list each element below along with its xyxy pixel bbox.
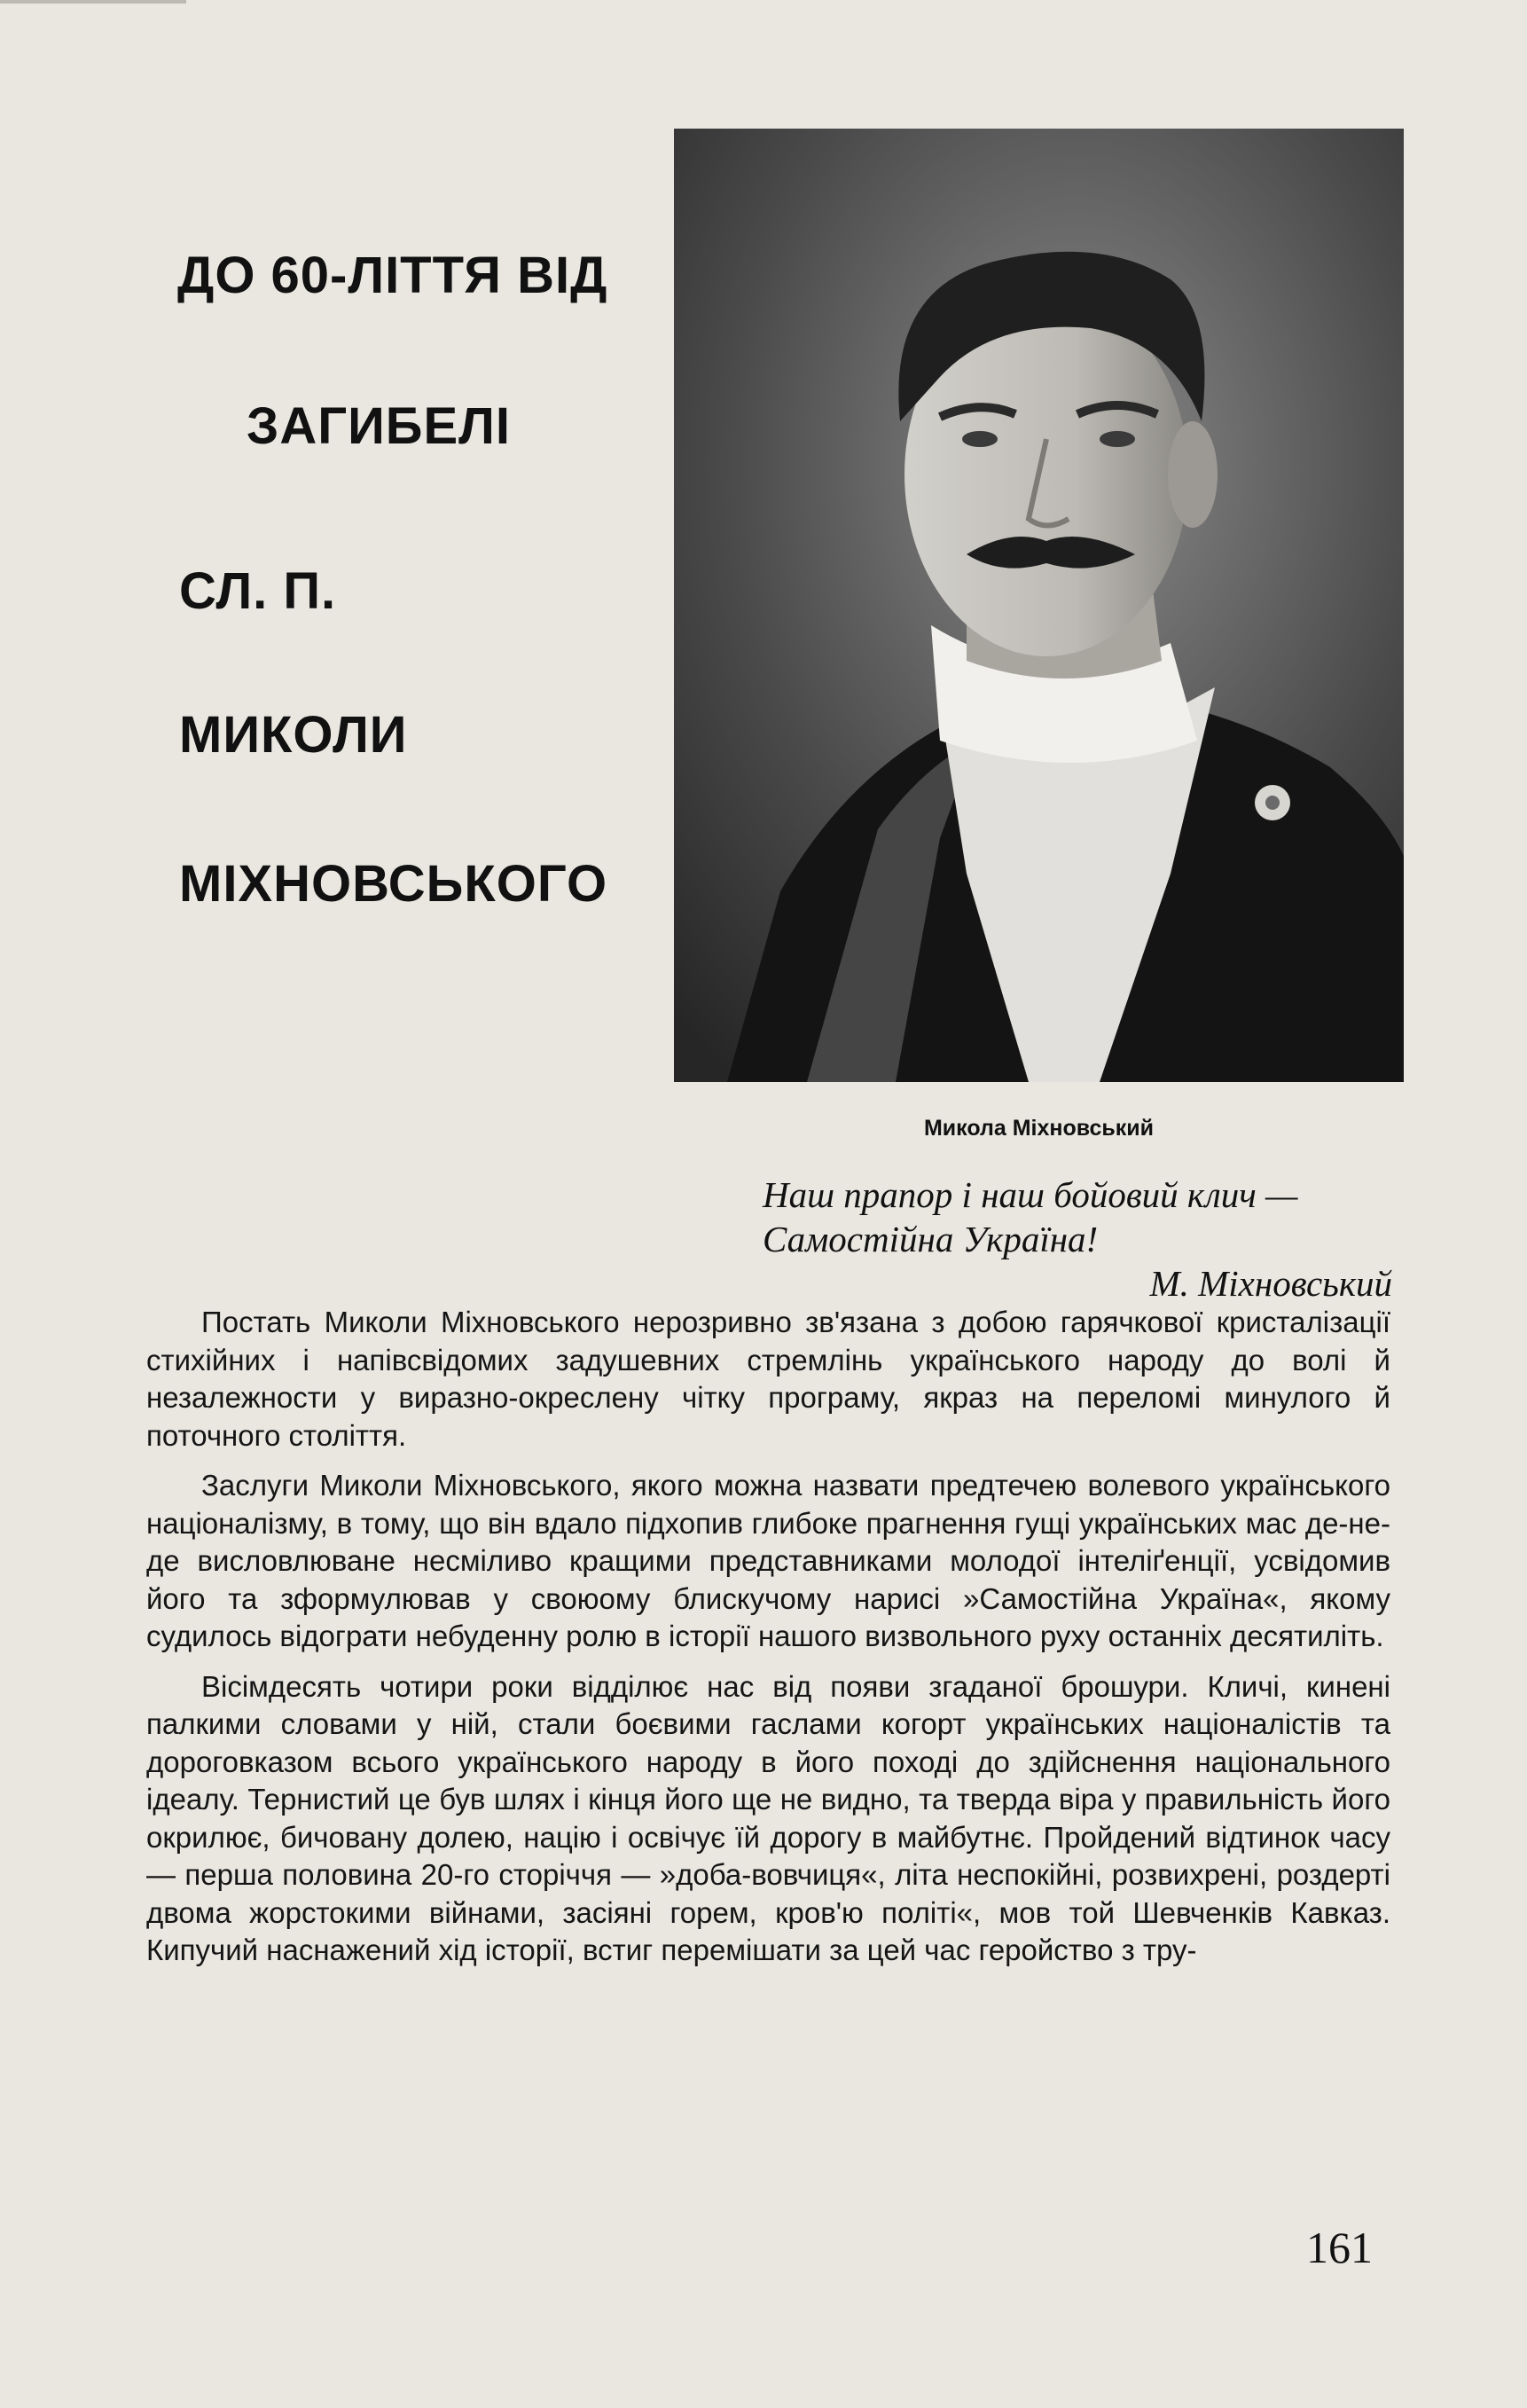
page-edge [0,0,186,4]
title-line-4: МИКОЛИ [179,706,408,764]
article-body [146,1304,1390,1982]
epigraph-line-2: Самостійна Україна! [763,1219,1099,1259]
paragraph-3: Вісімдесять чотири роки відділює нас від появи згаданої брошури. Кличі, кинені палкими словами у ній, стали боєвими гаслами когорт українських націоналістів та дороговказом всього українського народу в його поході до здійснення національного ідеалу. Тернистий це був шлях і кінця його ще не видно, та тверда віра у правильність його окрилює, бичовану долею, націю і освічує їй дорогу в майбутнє. Пройдений відтинок часу — перша половина 20-го сторіччя — »доба-вовчиця«, літа неспокійні, розвихрені, роздерті двома жорстокими війнами, засіяні горем, кров'ю політі«, мов той Шевченків Кавказ. Кипучий наснажений хід історії, встиг перемішати за цей час геройство з тру- [146,1669,1390,1966]
title-line-2: ЗАГИБЕЛІ [247,397,511,455]
title-line-1: ДО 60-ЛІТТЯ ВІД [177,247,608,304]
epigraph [763,1173,1392,1306]
epigraph-line-1: Наш прапор і наш бойовий клич — [763,1174,1298,1215]
paragraph-1: Постать Миколи Міхновського нерозривно зв'язана з добою гарячкової кристалізації стихійних і напівсвідомих задушевних стремлінь українського народу до волі й незалежности у виразно-окреслену чітку програму, якраз на переломі минулого й поточного століття. [146,1306,1390,1452]
title-line-5: МІХНОВСЬКОГО [179,855,608,913]
paragraph-2: Заслуги Миколи Міхновського, якого можна назвати предтечею волевого українського націоналізму, в тому, що він вдало підхопив глибоке прагнення гущі українських мас де-не-де висловлюване несміливо кращими представниками молодої інтеліґенції, усвідомив його та зформулював у своюому блискучому нарисі »Самостійна Україна«, якому судилось відограти небуденну ролю в історії нашого визвольного руху останніх десятиліть. [146,1469,1390,1652]
title-line-3: СЛ. П. [179,562,337,620]
page-number: 161 [1306,2223,1373,2272]
epigraph-author: М. Міхновський [1149,1263,1392,1304]
portrait-illustration [674,129,1404,1082]
photo-caption: Микола Міхновський [923,1116,1155,1141]
portrait-photo [674,129,1404,1082]
